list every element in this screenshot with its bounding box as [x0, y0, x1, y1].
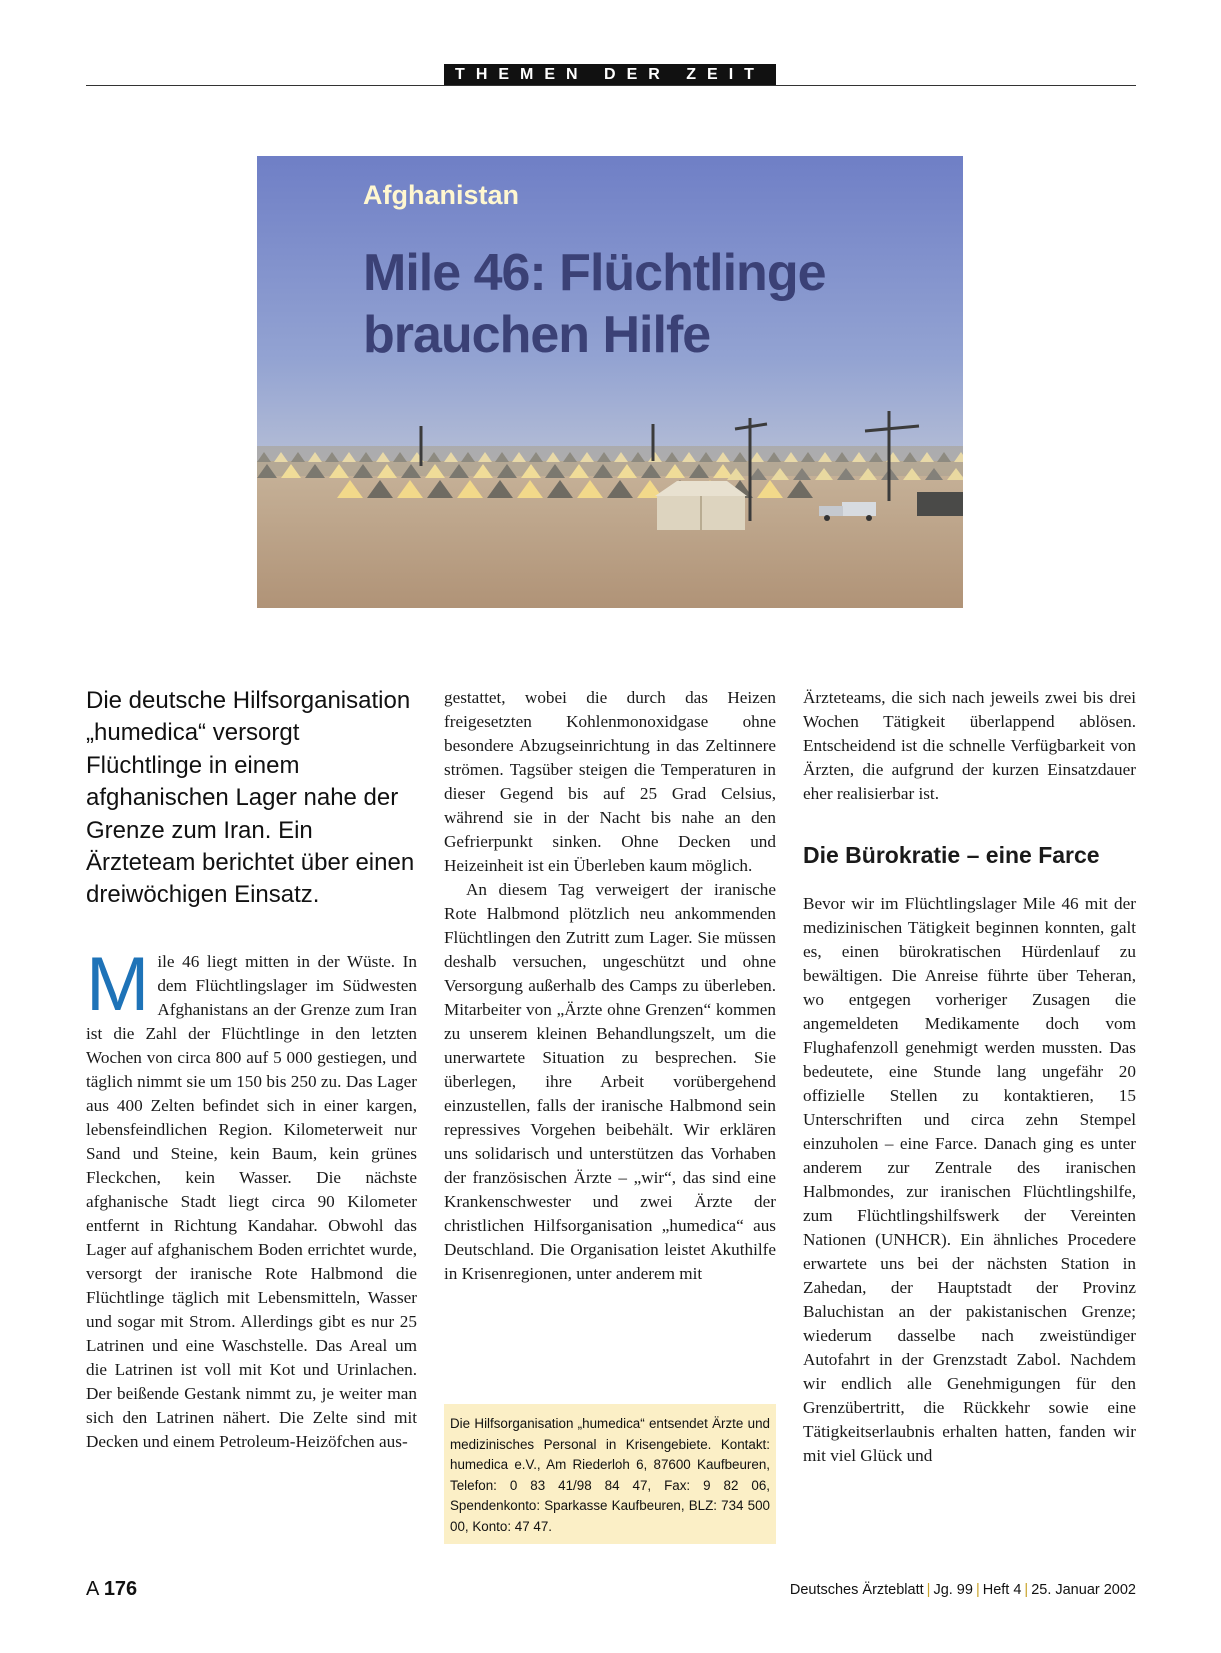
journal-name: Deutsches Ärzteblatt: [789, 1582, 924, 1598]
article-column-2: [444, 686, 776, 1286]
separator: |: [1024, 1582, 1029, 1598]
issue: Heft 4: [982, 1582, 1022, 1598]
hero-photo: [257, 156, 963, 608]
separator: |: [975, 1582, 980, 1598]
white-tent: [655, 481, 747, 530]
date: 25. Januar 2002: [1031, 1582, 1136, 1598]
paragraph: An diesem Tag verweigert der iranische Rote Halbmond plötzlich neu ankommenden Flüchtlingen den Zutritt zum Lager. Sie müssen deshalb versuchen, ungeschützt und ohne Versorgung außerhalb des Camps zu überleben. Mitarbeiter von „Ärzte ohne Grenzen“ kommen zu unserem kleinen Behandlungszelt, um die unerwartete Situation zu besprechen. Sie überlegen, ihre Arbeit vorübergehend einzustellen, falls der iranische Halbmond sein repressives Vorgehen beibehält. Wir erklären uns solidarisch und unterstützen das Vorhaben der französischen Ärzte – „wir“, das sind eine Krankenschwester und zwei Ärzte der christlichen Hilfsorganisation „humedica“ aus Deutschland. Die Organisation leistet Akuthilfe in Krisenregionen, unter anderem mit: [444, 880, 776, 1283]
paragraph: ile 46 liegt mitten in der Wüste. In dem Flüchtlingslager im Südwesten Afghanistans an der Grenze zum Iran ist die Zahl der Flüchtlinge in den letzten Wochen von circa 800 auf 5 000 gestiegen, und täglich nimmt sie um 150 bis 250 zu. Das Lager aus 400 Zelten befindet sich in einer kargen, lebensfeindlichen Region. Kilometerweit nur Sand und Steine, kein Baum, kein grünes Fleckchen, kein Wasser. Die nächste afghanische Stadt liegt circa 90 Kilometer entfernt in Richtung Kandahar. Obwohl das Lager auf afghanischem Boden errichtet wurde, versorgt der iranische Rote Halbmond die Flüchtlinge täglich mit Lebensmitteln, Wasser und sogar mit Strom. Allerdings gibt es nur 25 Latrinen und eine Waschstelle. Das Areal um die Latrinen ist voll mit Kot und Urinlachen. Der beißende Gestank nimmt zu, je weiter man sich den Latrinen nähert. Die Zelte sind mit Decken und einem Petroleum-Heizöfchen aus-: [86, 952, 417, 1451]
footer-citation: [790, 1582, 1136, 1598]
separator: |: [926, 1582, 931, 1598]
headline: Mile 46: Flüchtlinge brauchen Hilfe: [363, 244, 826, 364]
volume: Jg. 99: [933, 1582, 973, 1598]
paragraph: gestattet, wobei die durch das Heizen freigesetzten Kohlenmonoxidgase ohne besondere Abzugseinrichtung in das Zeltinnere strömen. Tagsüber steigen die Temperaturen in dieser Gegend bis auf 25 Grad Celsius, während sie in der Nacht bis nahe an den Gefrierpunkt sinken. Ohne Decken und Heizeinheit ist ein Überleben kaum möglich.: [444, 688, 776, 875]
page-number: [86, 1578, 137, 1601]
subheading: Die Bürokratie – eine Farce: [803, 842, 1100, 868]
article-column-1: [86, 942, 417, 1454]
header-rule: [86, 85, 1136, 86]
page-prefix: A: [86, 1578, 99, 1600]
refugee-camp-photo: [257, 156, 963, 608]
kicker: Afghanistan: [363, 180, 520, 210]
section-label: THEMEN DER ZEIT: [444, 64, 776, 85]
page-number-value: 176: [103, 1578, 138, 1600]
dropcap: M: [86, 942, 150, 1027]
info-box: Die Hilfsorganisation „humedica“ entsendet Ärzte und medizinisches Personal in Krisengebiete. Kontakt: humedica e.V., Am Riederloh 6, 87600 Kaufbeuren, Telefon: 0 83 41/98 84 47, Fax: 9 82 06, Spendenkonto: Sparkasse Kaufbeuren, BLZ: 734 500 00, Konto: 47 47.: [444, 1404, 776, 1544]
paragraph: Ärzteteams, die sich nach jeweils zwei bis drei Wochen Tätigkeit überlappend ablösen. Entscheidend ist die schnelle Verfügbarkeit von Ärzten, die aufgrund der kurzen Einsatzdauer eher realisierbar ist.: [803, 688, 1136, 803]
lead-paragraph: Die deutsche Hilfsorganisation „humedica“ versorgt Flüchtlinge in einem afghanischen Lager nahe der Grenze zum Iran. Ein Ärzteteam berichtet über einen dreiwöchigen Einsatz.: [86, 687, 415, 909]
paragraph: Bevor wir im Flüchtlingslager Mile 46 mit der medizinischen Tätigkeit beginnen konnten, galt es, einen bürokratischen Hürdenlauf zu bewältigen. Die Anreise führte über Teheran, wo entgegen vorheriger Zusagen die angemeldeten Medikamente doch vom Flughafenzoll genehmigt werden mussten. Das bedeutete, eine Stunde lang ungefähr 20 offizielle Stellen zu kontaktieren, 15 Unterschriften und circa zehn Stempel einzuholen – eine Farce. Danach ging es unter anderem zur Zentrale des iranischen Halbmondes, zur iranischen Flüchtlingshilfe, zum Flüchtlingshilfswerk der Vereinten Nationen (UNHCR). Ein ähnliches Procedere erwartete uns bei der nächsten Station in Zahedan, der Hauptstadt der Provinz Baluchistan an der pakistanischen Grenze; wiederum dasselbe nach zweistündiger Autofahrt in der Grenzstadt Zabol. Nachdem wir endlich alle Genehmigungen für den Grenzübertritt, die Rückkehr sowie eine Tätigkeitserlaubnis erhalten hatten, fanden wir mit viel Glück und: [803, 894, 1136, 1465]
article-column-3: [803, 686, 1136, 1468]
